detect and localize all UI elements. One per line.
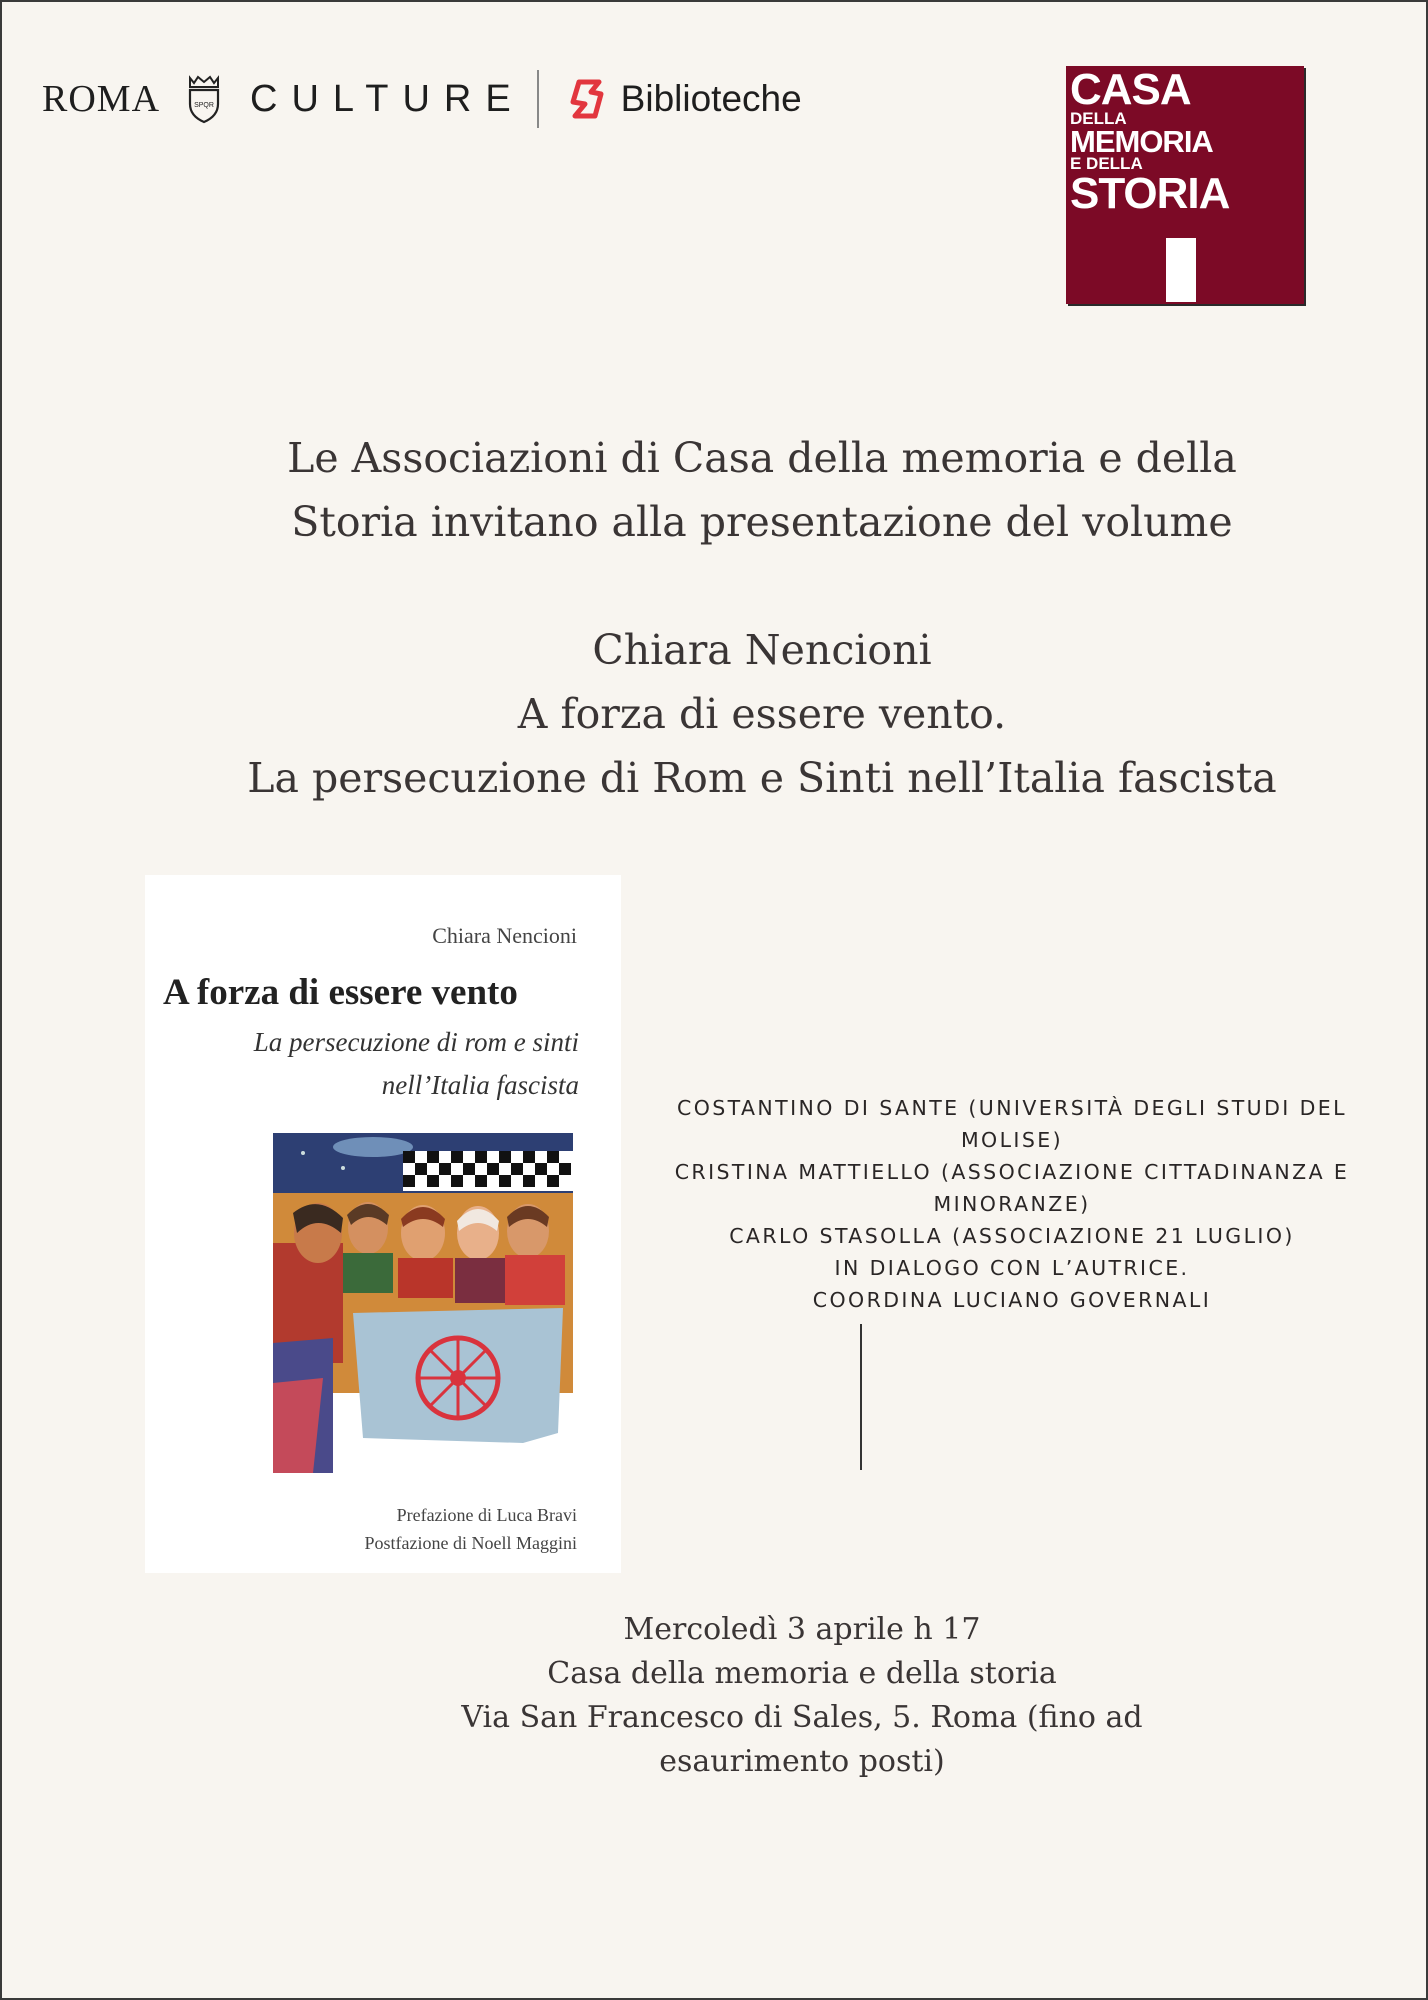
speaker-line: MOLISE) (960, 1128, 1064, 1152)
svg-text:SPQR: SPQR (194, 102, 214, 109)
logo-divider (537, 70, 539, 128)
casa-logo-line2: DELLA (1070, 109, 1127, 128)
casa-logo-line3: MEMORIA (1070, 124, 1213, 159)
event-details (402, 1608, 1202, 1784)
event-place: Casa della memoria e della storia (547, 1656, 1057, 1691)
checkered-band (403, 1151, 573, 1191)
speakers-list (622, 1092, 1402, 1316)
book-title: A forza di essere vento. (517, 690, 1007, 738)
cover-credits (365, 1501, 577, 1557)
speaker-line: IN DIALOGO CON L’AUTRICE. (834, 1256, 1190, 1280)
cover-title: A forza di essere vento (163, 972, 518, 1013)
cover-afterword: Postfazione di Noell Maggini (364, 1533, 577, 1553)
biblioteche-wordmark: Biblioteche (620, 78, 802, 119)
book-subtitle: La persecuzione di Rom e Sinti nell’Italia fascista (247, 754, 1277, 802)
vertical-divider (860, 1324, 862, 1470)
cover-subtitle (254, 1021, 579, 1107)
casa-logo-bar (1166, 238, 1196, 302)
event-address-line-2: esaurimento posti) (659, 1744, 945, 1779)
roma-crest-icon (184, 74, 224, 124)
casa-della-memoria-logo (1066, 66, 1304, 304)
cover-preface: Prefazione di Luca Bravi (396, 1505, 577, 1525)
roma-wordmark: ROMA (42, 78, 161, 120)
speaker-line: MINORANZE) (933, 1192, 1091, 1216)
intro-line-1: Le Associazioni di Casa della memoria e della (287, 434, 1237, 482)
roma-culture-logo (42, 64, 802, 134)
book-author: Chiara Nencioni (592, 626, 932, 674)
speaker-line: CRISTINA MATTIELLO (ASSOCIAZIONE CITTADINANZA E (674, 1160, 1350, 1184)
speaker-line: COORDINA LUCIANO GOVERNALI (812, 1288, 1212, 1312)
cover-subtitle-line-1: La persecuzione di rom e sinti (253, 1027, 579, 1057)
event-date: Mercoledì 3 aprile h 17 (623, 1612, 981, 1647)
cover-subtitle-line-2: nell’Italia fascista (381, 1070, 579, 1100)
culture-wordmark: CULTURE (250, 77, 525, 120)
invitation-intro (202, 426, 1322, 554)
biblioteche-b-icon (565, 76, 611, 122)
cover-illustration (273, 1133, 573, 1473)
book-title-block (162, 618, 1362, 810)
event-address-line-1: Via San Francesco di Sales, 5. Roma (fino ad (461, 1700, 1143, 1735)
speaker-line: CARLO STASOLLA (ASSOCIAZIONE 21 LUGLIO) (729, 1224, 1295, 1248)
casa-logo-line5: STORIA (1070, 169, 1230, 218)
book-cover-image (145, 875, 621, 1573)
casa-logo-line1: CASA (1070, 65, 1191, 114)
speaker-line: COSTANTINO DI SANTE (UNIVERSITÀ DEGLI STUDI DEL (677, 1096, 1347, 1120)
cover-author: Chiara Nencioni (432, 923, 577, 948)
casa-logo-line4: E DELLA (1070, 154, 1143, 173)
intro-line-2: Storia invitano alla presentazione del volume (291, 498, 1233, 546)
